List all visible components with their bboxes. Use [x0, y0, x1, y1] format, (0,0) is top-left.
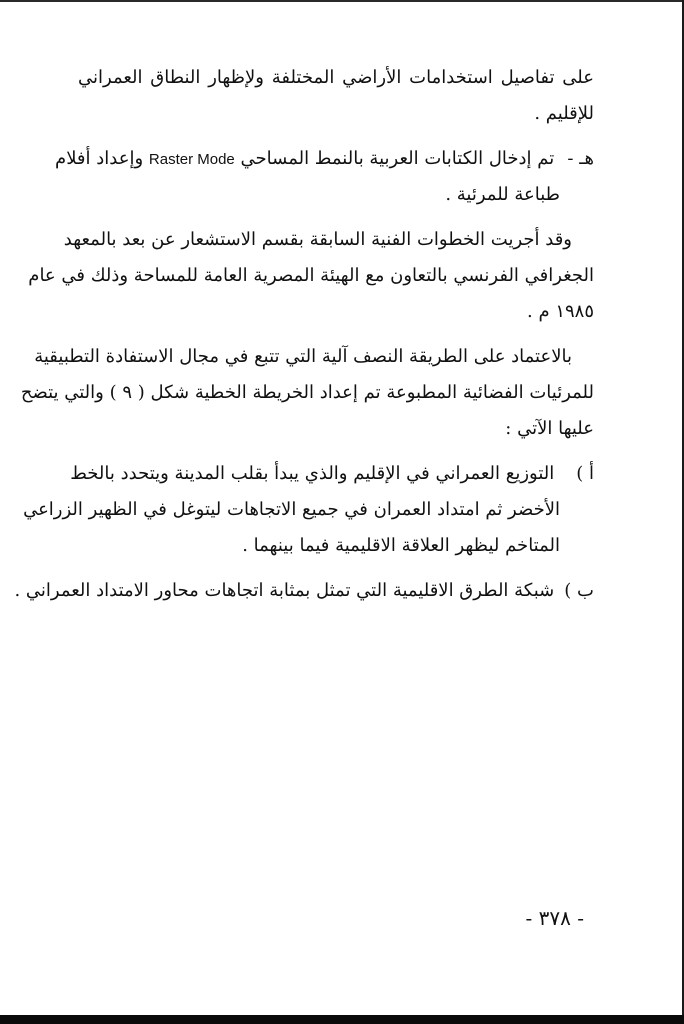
item-h-text-end: وإعداد أفلام	[55, 148, 144, 169]
item-a-marker: أ )	[576, 463, 594, 484]
paragraph-gap	[78, 213, 594, 222]
paragraph-gap	[78, 330, 594, 339]
paragraph-3-line-1: بالاعتماد على الطريقة النصف آلية التي تتبع في مجال الاستفادة التطبيقية	[34, 346, 572, 367]
item-h-line-1	[55, 141, 594, 177]
raster-mode-term: Raster Mode	[148, 151, 235, 168]
item-b-line-1	[14, 573, 594, 609]
scan-edge-bottom	[0, 1015, 684, 1024]
page-body	[14, 60, 594, 609]
item-a-line-1	[70, 456, 594, 492]
paragraph-gap	[78, 132, 594, 141]
item-a-line-2: الأخضر ثم امتداد العمران في جميع الاتجاهات ليتوغل في الظهير الزراعي	[23, 499, 560, 520]
text-line-1: على تفاصيل استخدامات الأراضي المختلفة ولإظهار النطاق العمراني	[78, 67, 594, 88]
paragraph-gap	[78, 447, 594, 456]
item-b-marker: ب )	[564, 580, 594, 601]
paragraph-2-line-2: الجغرافي الفرنسي بالتعاون مع الهيئة المصرية العامة للمساحة وذلك في عام	[28, 265, 594, 286]
scan-edge-top	[0, 0, 684, 2]
paragraph-2-line-3: ١٩٨٥ م .	[527, 301, 594, 322]
paragraph-2-line-1: وقد أجريت الخطوات الفنية السابقة بقسم الاستشعار عن بعد بالمعهد	[63, 229, 572, 250]
item-b-text: شبكة الطرق الاقليمية التي تمثل بمثابة اتجاهات محاور الامتداد العمراني .	[14, 580, 555, 601]
item-a-line-3: المتاخم ليظهر العلاقة الاقليمية فيما بينهما .	[242, 535, 560, 556]
item-h-line-2: طباعة للمرئية .	[445, 184, 560, 205]
paragraph-3-line-3: عليها الآتي :	[505, 418, 594, 439]
paragraph-3-line-2: للمرئيات الفضائية المطبوعة تم إعداد الخريطة الخطية شكل ( ٩ ) والتي يتضح	[20, 382, 594, 403]
page-number: - ٣٧٨ -	[525, 906, 584, 930]
item-a-text: التوزيع العمراني في الإقليم والذي يبدأ بقلب المدينة ويتحدد بالخط	[70, 463, 555, 484]
paragraph-gap	[78, 564, 594, 573]
item-h-marker: هـ -	[567, 148, 594, 169]
text-line-2: للإقليم .	[534, 103, 594, 124]
item-h-text-start: تم إدخال الكتابات العربية بالنمط المساحي	[240, 148, 555, 169]
